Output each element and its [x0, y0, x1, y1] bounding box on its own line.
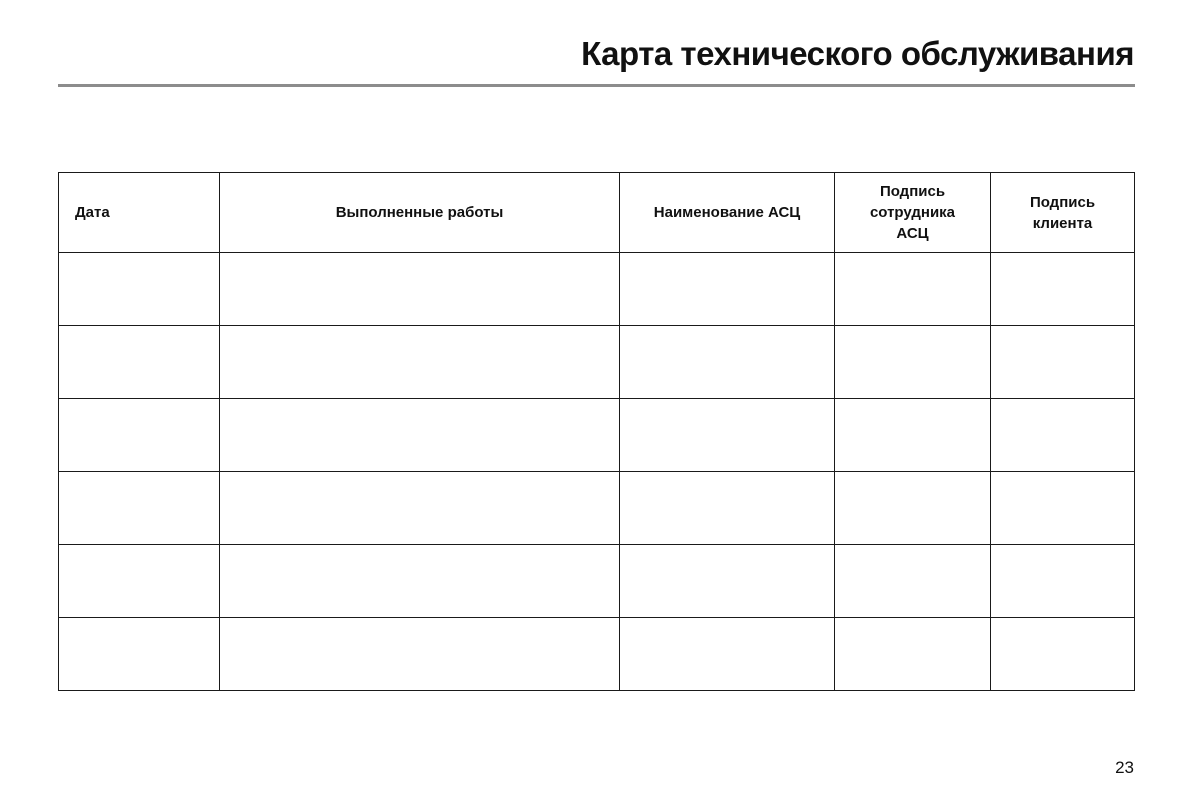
cell-client-signature: [991, 399, 1135, 472]
table-row: [59, 326, 1135, 399]
cell-date: [59, 253, 220, 326]
cell-client-signature: [991, 618, 1135, 691]
cell-employee-signature: [835, 399, 991, 472]
cell-date: [59, 472, 220, 545]
cell-service-center: [620, 399, 835, 472]
column-header-date: Дата: [59, 173, 220, 253]
cell-date: [59, 618, 220, 691]
cell-service-center: [620, 472, 835, 545]
cell-client-signature: [991, 253, 1135, 326]
cell-work: [220, 399, 620, 472]
table-row: [59, 399, 1135, 472]
column-header-employee-signature: Подпись сотрудника АСЦ: [835, 173, 991, 253]
cell-client-signature: [991, 472, 1135, 545]
cell-date: [59, 399, 220, 472]
cell-work: [220, 326, 620, 399]
cell-employee-signature: [835, 472, 991, 545]
cell-service-center: [620, 618, 835, 691]
table-row: [59, 618, 1135, 691]
cell-work: [220, 618, 620, 691]
column-header-service-center: Наименование АСЦ: [620, 173, 835, 253]
table-body: [59, 253, 1135, 691]
column-header-work: Выполненные работы: [220, 173, 620, 253]
cell-employee-signature: [835, 545, 991, 618]
cell-work: [220, 472, 620, 545]
cell-service-center: [620, 326, 835, 399]
table-row: [59, 253, 1135, 326]
cell-employee-signature: [835, 618, 991, 691]
cell-service-center: [620, 253, 835, 326]
table-row: [59, 545, 1135, 618]
cell-client-signature: [991, 326, 1135, 399]
cell-employee-signature: [835, 326, 991, 399]
cell-work: [220, 253, 620, 326]
cell-date: [59, 326, 220, 399]
cell-employee-signature: [835, 253, 991, 326]
cell-date: [59, 545, 220, 618]
column-header-client-signature: Подпись клиента: [991, 173, 1135, 253]
cell-work: [220, 545, 620, 618]
title-divider: [58, 84, 1135, 87]
page-title: Карта технического обслуживания: [581, 35, 1134, 72]
maintenance-record-table: [58, 172, 1135, 691]
cell-service-center: [620, 545, 835, 618]
page-number: 23: [1115, 758, 1134, 777]
table-row: [59, 472, 1135, 545]
table-header-row: [59, 173, 1135, 253]
cell-client-signature: [991, 545, 1135, 618]
